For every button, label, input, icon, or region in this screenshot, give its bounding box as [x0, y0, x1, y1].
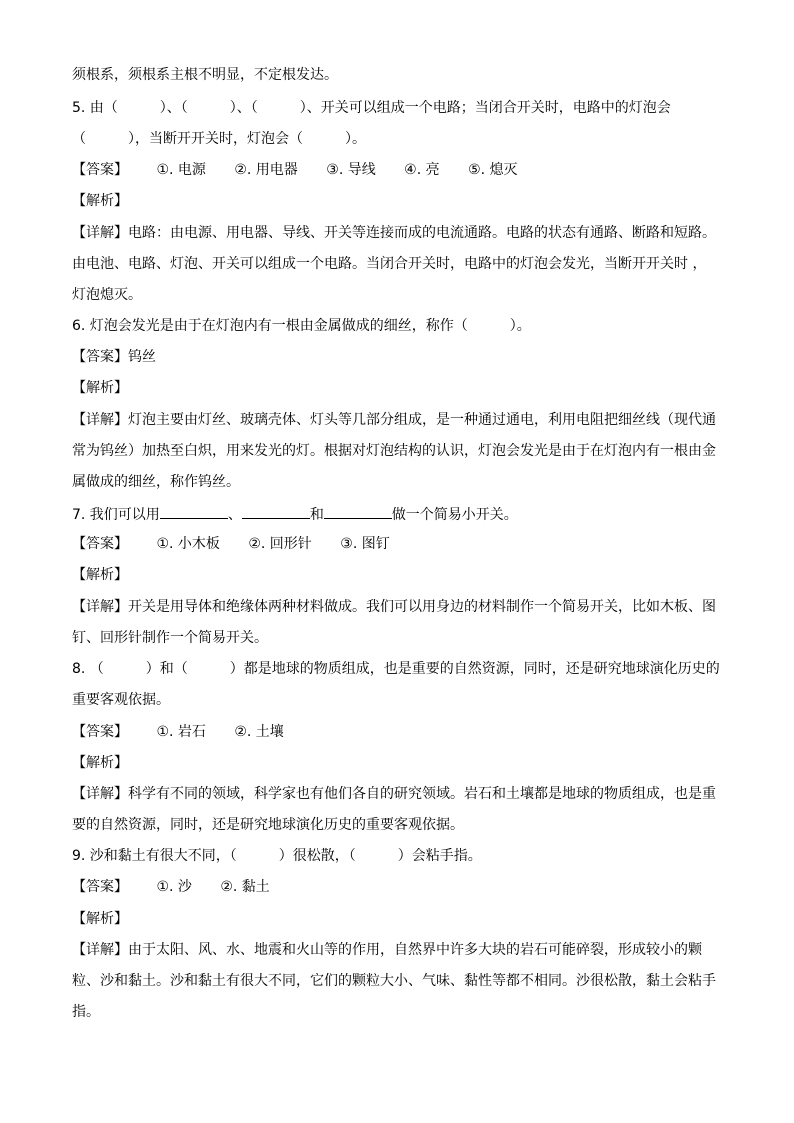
analysis-tag: 【解析】 [72, 911, 128, 927]
explanation-line: 【详解】科学有不同的领域，科学家也有他们各自的研究领域。岩石和土壤都是地球的物质组成，也是重 [72, 786, 716, 802]
explanation-line: 【详解】电路：由电源、用电器、导线、开关等连接而成的电流通路。电路的状态有通路、断路和短路。 [72, 225, 716, 241]
analysis-tag: 【解析】 [72, 380, 128, 396]
answer-tag: 【答案】 [72, 162, 128, 178]
answer-9 [72, 876, 734, 898]
analysis-tag: 【解析】 [72, 193, 128, 209]
question-7 [72, 502, 734, 524]
analysis-tag: 【解析】 [72, 755, 128, 771]
explanation-line: 【详解】灯泡主要由灯丝、玻璃壳体、灯头等几部分组成，是一种通过通电，利用电阻把细丝线（现代通 [72, 412, 716, 428]
answer-item: ③. 图钉 [340, 536, 390, 552]
explanation-line: 由电池、电路、灯泡、开关可以组成一个电路。当闭合开关时，电路中的灯泡会发光，当断开开关时 ， [72, 256, 707, 272]
explanation-line: 【详解】开关是用导体和绝缘体两种材料做成。我们可以用身边的材料制作一个简易开关，比如木板、图 [72, 599, 716, 615]
answer-8 [72, 721, 734, 743]
answer-item: ①. 小木板 [156, 536, 220, 552]
explanation-line: 属做成的细丝，称作钨丝。 [72, 474, 240, 490]
answer-5 [72, 159, 734, 181]
answer-item: ②. 用电器 [234, 162, 298, 178]
fill-blank [324, 502, 392, 519]
answer-tag: 【答案】 [72, 879, 128, 895]
answer-item: ③. 导线 [326, 162, 376, 178]
question-5-cont: （ ），当断开开关时，灯泡会（ ）。 [72, 131, 366, 147]
answer-item: ④. 亮 [404, 162, 440, 178]
explanation-line: 要的自然资源，同时，还是研究地球演化历史的重要客观依据。 [72, 817, 464, 833]
answer-item: ②. 黏土 [220, 879, 270, 895]
answer-item: ①. 沙 [156, 879, 192, 895]
explanation-line: 常为钨丝）加热至白炽，用来发光的灯。根据对灯泡结构的认识，灯泡会发光是由于在灯泡内有一根由金 [72, 443, 716, 459]
explanation-line: 钉、回形针制作一个简易开关。 [72, 630, 268, 646]
question-text: 做一个简易小开关。 [391, 507, 518, 523]
answer-item: ①. 电源 [156, 162, 206, 178]
question-5: 5. 由（ ）、（ ）、（ ）、开关可以组成一个电路；当闭合开关时，电路中的灯泡会 [72, 100, 671, 116]
fill-blank [242, 502, 310, 519]
question-text: 和 [309, 507, 324, 523]
analysis-tag: 【解析】 [72, 567, 128, 583]
explanation-line: 灯泡熄灭。 [72, 287, 142, 303]
answer-tag: 【答案】 [72, 536, 128, 552]
answer-item: ⑤. 熄灭 [468, 162, 518, 178]
explanation-line: 粒、沙和黏土。沙和黏土有很大不同，它们的颗粒大小、气味、黏性等都不相同。沙很松散，黏土会粘手 [72, 973, 716, 989]
explanation-line: 指。 [72, 1004, 100, 1020]
answer-6: 【答案】钨丝 [72, 349, 156, 365]
answer-7 [72, 533, 734, 555]
explanation-line: 【详解】由于太阳、风、水、地震和火山等的作用，自然界中许多大块的岩石可能碎裂，形成较小的颗 [72, 942, 702, 958]
answer-item: ②. 回形针 [248, 536, 312, 552]
question-9: 9. 沙和黏土有很大不同，（ ）很松散，（ ）会粘手指。 [72, 848, 482, 864]
question-8: 8. （ ）和（ ）都是地球的物质组成，也是重要的自然资源，同时，还是研究地球演化历史的 [72, 661, 720, 677]
question-text: 、 [227, 507, 242, 523]
answer-item: ②. 土壤 [234, 724, 284, 740]
fill-blank [160, 502, 228, 519]
answer-item: ①. 岩石 [156, 724, 206, 740]
answer-tag: 【答案】 [72, 724, 128, 740]
question-6: 6. 灯泡会发光是由于在灯泡内有一根由金属做成的细丝，称作（ ）。 [72, 318, 531, 334]
question-text: 7. 我们可以用 [72, 507, 160, 523]
question-8-cont: 重要客观依据。 [72, 692, 170, 708]
text-line: 须根系，须根系主根不明显，不定根发达。 [72, 67, 338, 83]
